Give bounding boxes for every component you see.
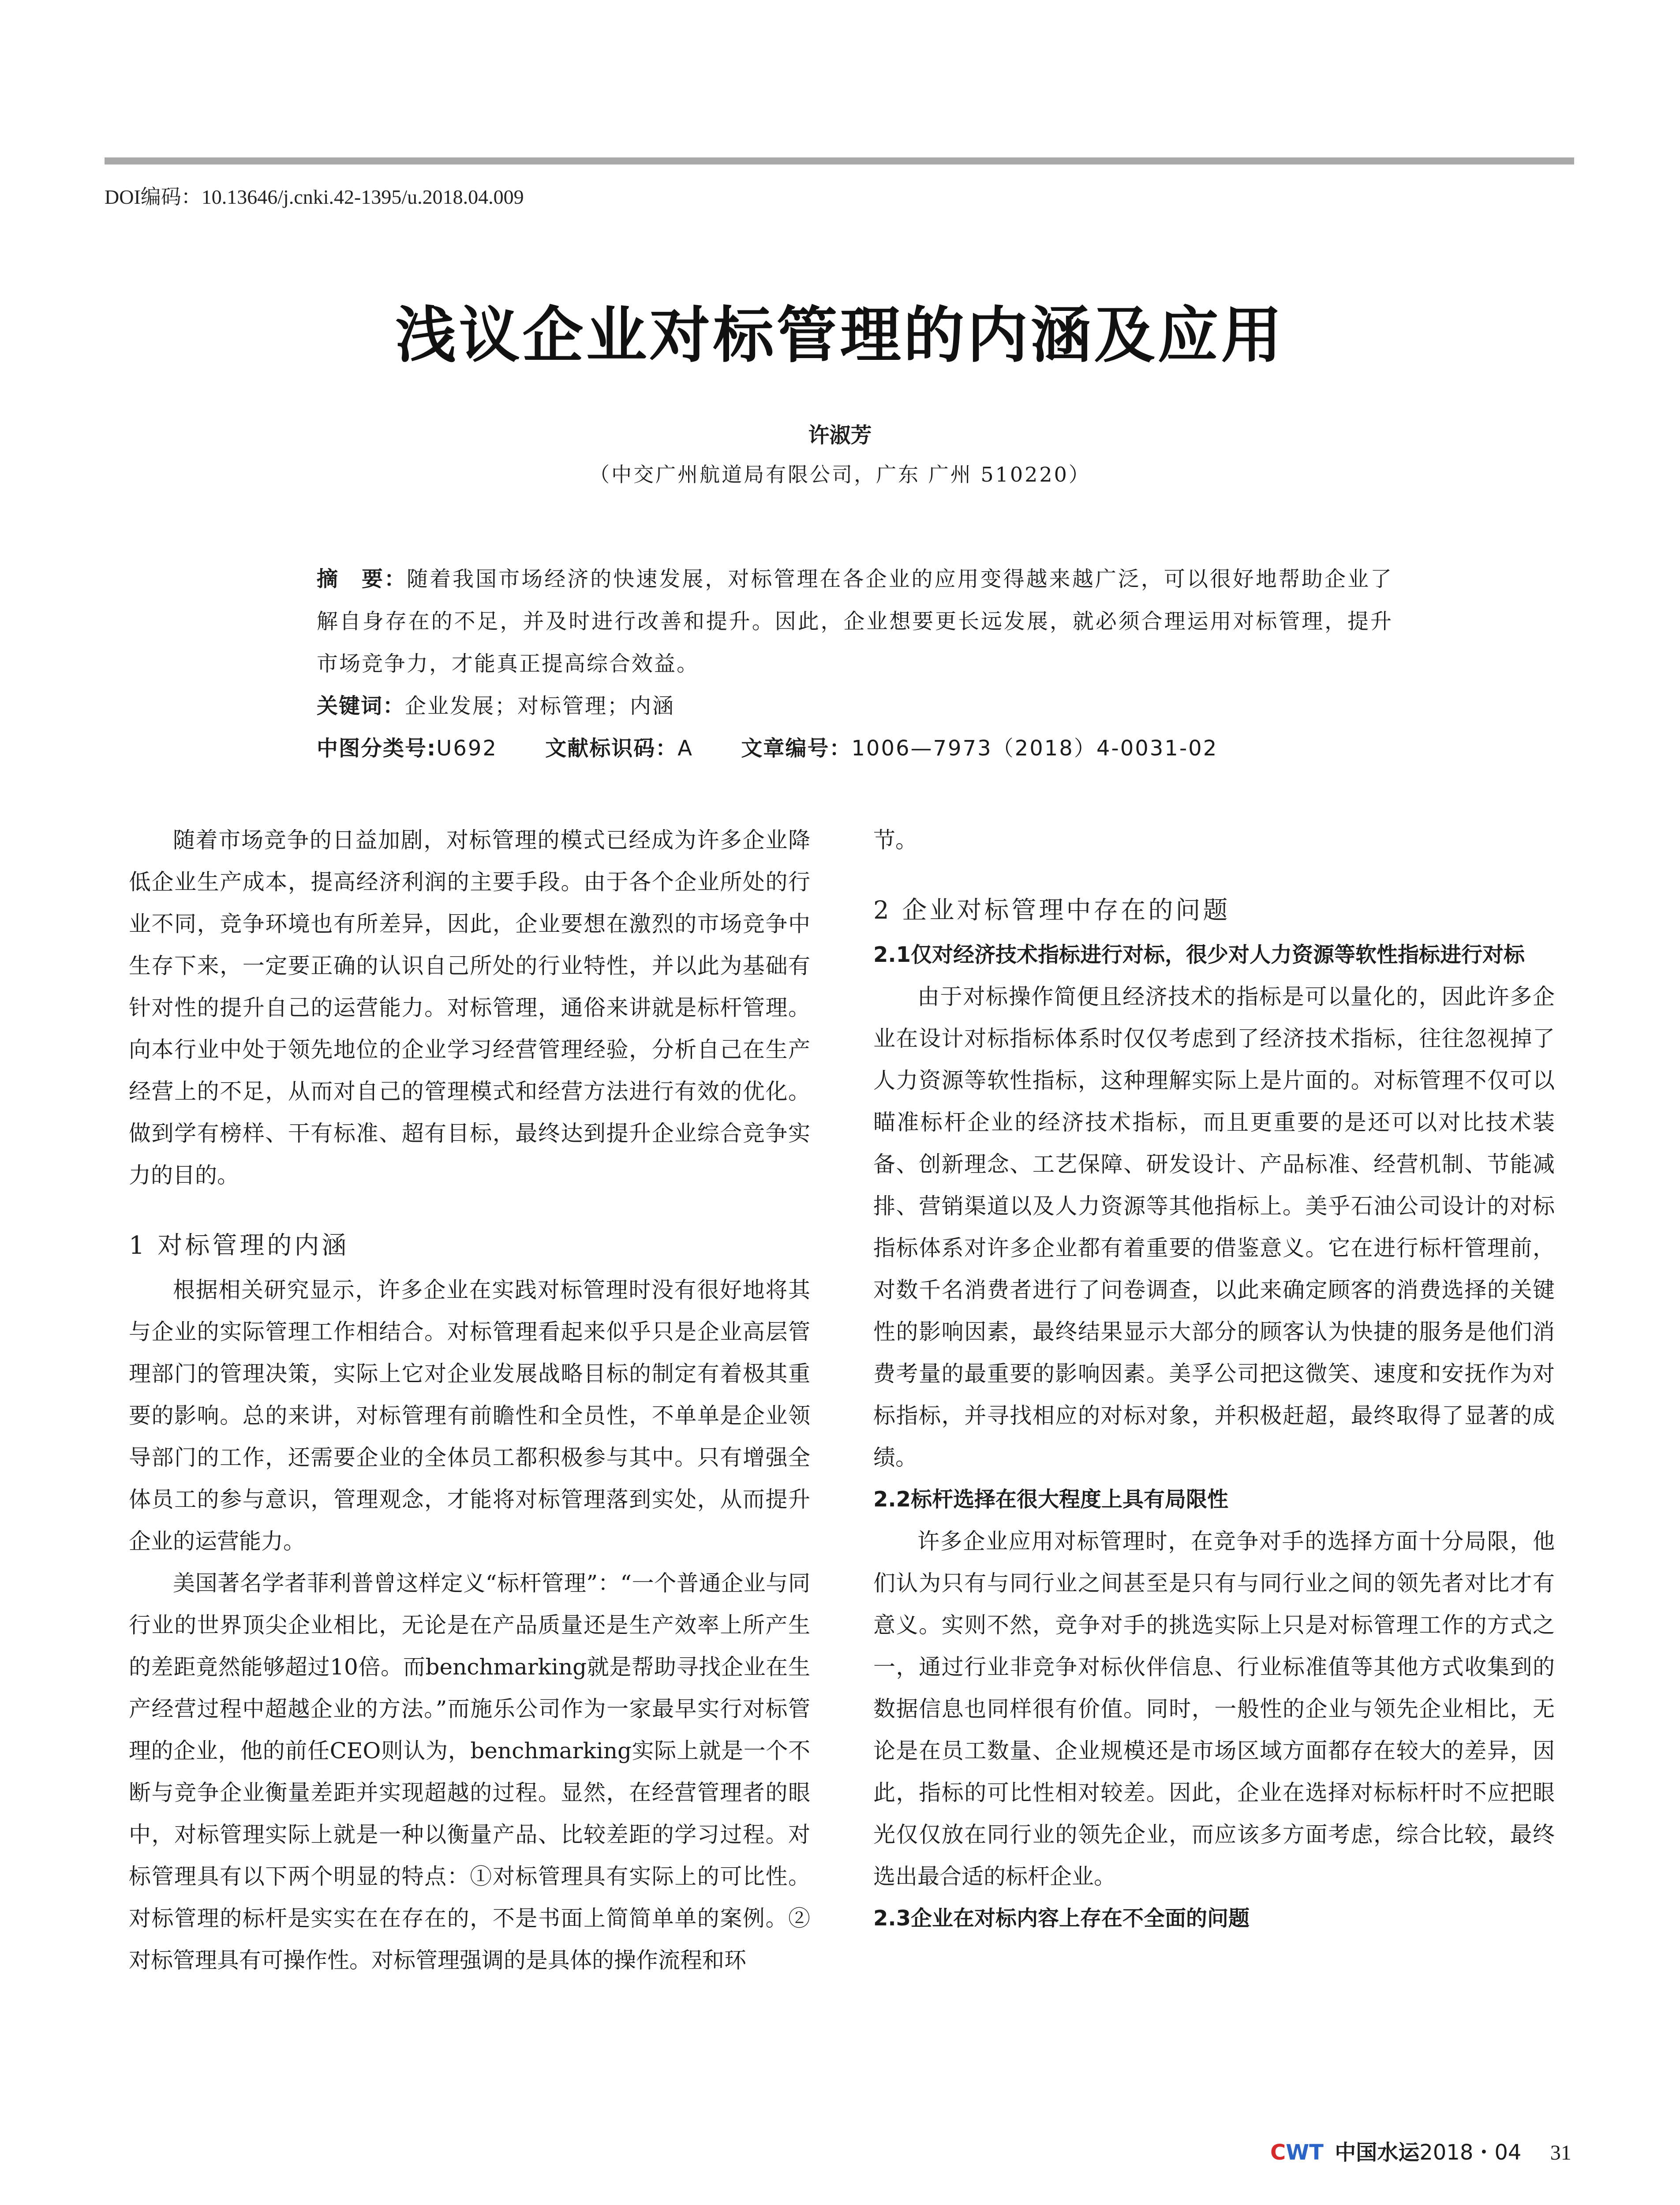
doc-code-label: 文献标识码： (545, 736, 678, 761)
doi-code: DOI编码：10.13646/j.cnki.42-1395/u.2018.04.009 (105, 186, 524, 208)
left-column (129, 819, 810, 1981)
article-no-value: 1006—7973（2018）4-0031-02 (851, 736, 1218, 761)
journal-name: 中国水运 (1335, 2140, 1420, 2165)
paragraph: 随着市场竞争的日益加剧，对标管理的模式已经成为许多企业降低企业生产成本，提高经济利润的主要手段。由于各个企业所处的行业不同，竞争环境也有所差异，因此，企业要想在激烈的市场竞争中生存下来，一定要正确的认识自己所处的行业特性，并以此为基础有针对性的提升自己的运营能力。对标管理，通俗来讲就是标杆管理。向本行业中处于领先地位的企业学习经营管理经验，分析自己在生产经营上的不足，从而对自己的管理模式和经营方法进行有效的优化。做到学有榜样、干有标准、超有目标，最终达到提升企业综合竞争实力的目的。 (129, 827, 810, 1188)
abstract-text: 随着我国市场经济的快速发展，对标管理在各企业的应用变得越来越广泛，可以很好地帮助企业了解自身存在的不足，并及时进行改善和提升。因此，企业想要更长远发展，就必须合理运用对标管理，提升市场竞争力，才能真正提高综合效益。 (317, 567, 1393, 676)
subsection-heading: 2.1仅对经济技术指标进行对标，很少对人力资源等软性指标进行对标 (873, 942, 1525, 967)
abstract-label: 摘 要： (317, 567, 407, 591)
classification-line (317, 727, 1393, 770)
section-heading: 2 企业对标管理中存在的问题 (873, 896, 1231, 925)
page-footer (1270, 2135, 1571, 2166)
author-affiliation: （中交广州航道局有限公司，广东 广州 510220） (589, 463, 1091, 486)
clc-label: 中图分类号: (317, 736, 437, 761)
article-author: 许淑芳 (808, 423, 872, 448)
journal-logo-wt: WT (1286, 2140, 1324, 2165)
paragraph: 由于对标操作简便且经济技术的指标是可以量化的，因此许多企业在设计对标指标体系时仅仅考虑到了经济技术指标，往往忽视掉了人力资源等软性指标，这种理解实际上是片面的。对标管理不仅可以瞄准标杆企业的经济技术指标，而且更重要的是还可以对比技术装备、创新理念、工艺保障、研发设计、产品标准、经营机制、节能减排、营销渠道以及人力资源等其他指标上。美乎石油公司设计的对标指标体系对许多企业都有着重要的借鉴意义。它在进行标杆管理前，对数千名消费者进行了问卷调查，以此来确定顾客的消费选择的关键性的影响因素，最终结果显示大部分的顾客认为快捷的服务是他们消费考量的最重要的影响因素。美孚公司把这微笑、速度和安抚作为对标指标，并寻找相应的对标对象，并积极赶超，最终取得了显著的成绩。 (873, 984, 1555, 1470)
paragraph: 美国著名学者菲利普曾这样定义“标杆管理”：“一个普通企业与同行业的世界顶尖企业相比，无论是在产品质量还是生产效率上所产生的差距竟然能够超过10倍。而benchmarking就是帮助寻找企业在生产经营过程中超越企业的方法。”而施乐公司作为一家最早实行对标管理的企业，他的前任CEO则认为，benchmarking实际上就是一个不断与竞争企业衡量差距并实现超越的过程。显然，在经营管理者的眼中，对标管理实际上就是一种以衡量产品、比较差距的学习过程。对标管理具有以下两个明显的特点：①对标管理具有实际上的可比性。对标管理的标杆是实实在在存在的，不是书面上简简单单的案例。②对标管理具有可操作性。对标管理强调的是具体的操作流程和环 (129, 1570, 810, 1973)
paragraph: 许多企业应用对标管理时，在竞争对手的选择方面十分局限，他们认为只有与同行业之间甚至是只有与同行业之间的领先者对比才有意义。实则不然，竞争对手的挑选实际上只是对标管理工作的方式之一，通过行业非竞争对标伙伴信息、行业标准值等其他方式收集到的数据信息也同样很有价值。同时，一般性的企业与领先企业相比，无论是在员工数量、企业规模还是市场区域方面都存在较大的差异，因此，指标的可比性相对较差。因此，企业在选择对标标杆时不应把眼光仅仅放在同行业的领先企业，而应该多方面考虑，综合比较，最终选出最合适的标杆企业。 (873, 1529, 1555, 1889)
article-title: 浅议企业对标管理的内涵及应用 (395, 299, 1285, 371)
header-rule (105, 157, 1574, 164)
clc-value: U692 (436, 736, 498, 761)
right-column (873, 819, 1555, 1940)
paragraph: 根据相关研究显示，许多企业在实践对标管理时没有很好地将其与企业的实际管理工作相结合。对标管理看起来似乎只是企业高层管理部门的管理决策，实际上它对企业发展战略目标的制定有着极其重要的影响。总的来讲，对标管理有前瞻性和全员性，不单单是企业领导部门的工作，还需要企业的全体员工都积极参与其中。只有增强全体员工的参与意识，管理观念，才能将对标管理落到实处，从而提升企业的运营能力。 (129, 1277, 810, 1554)
keywords-label: 关键词： (317, 694, 405, 718)
subsection-heading: 2.3企业在对标内容上存在不全面的问题 (873, 1906, 1250, 1931)
subsection-heading: 2.2标杆选择在很大程度上具有局限性 (873, 1487, 1229, 1512)
paragraph: 节。 (873, 827, 917, 853)
doc-code-value: A (677, 736, 694, 761)
keywords (317, 685, 1393, 727)
page-number: 31 (1550, 2141, 1571, 2164)
article-no-label: 文章编号： (741, 736, 852, 761)
abstract (317, 558, 1393, 685)
abstract-block (317, 558, 1393, 770)
journal-logo-c: C (1270, 2140, 1286, 2165)
journal-issue: 2018・04 (1419, 2140, 1522, 2165)
section-heading: 1 对标管理的内涵 (129, 1231, 349, 1260)
keywords-text: 企业发展；对标管理；内涵 (405, 694, 675, 718)
